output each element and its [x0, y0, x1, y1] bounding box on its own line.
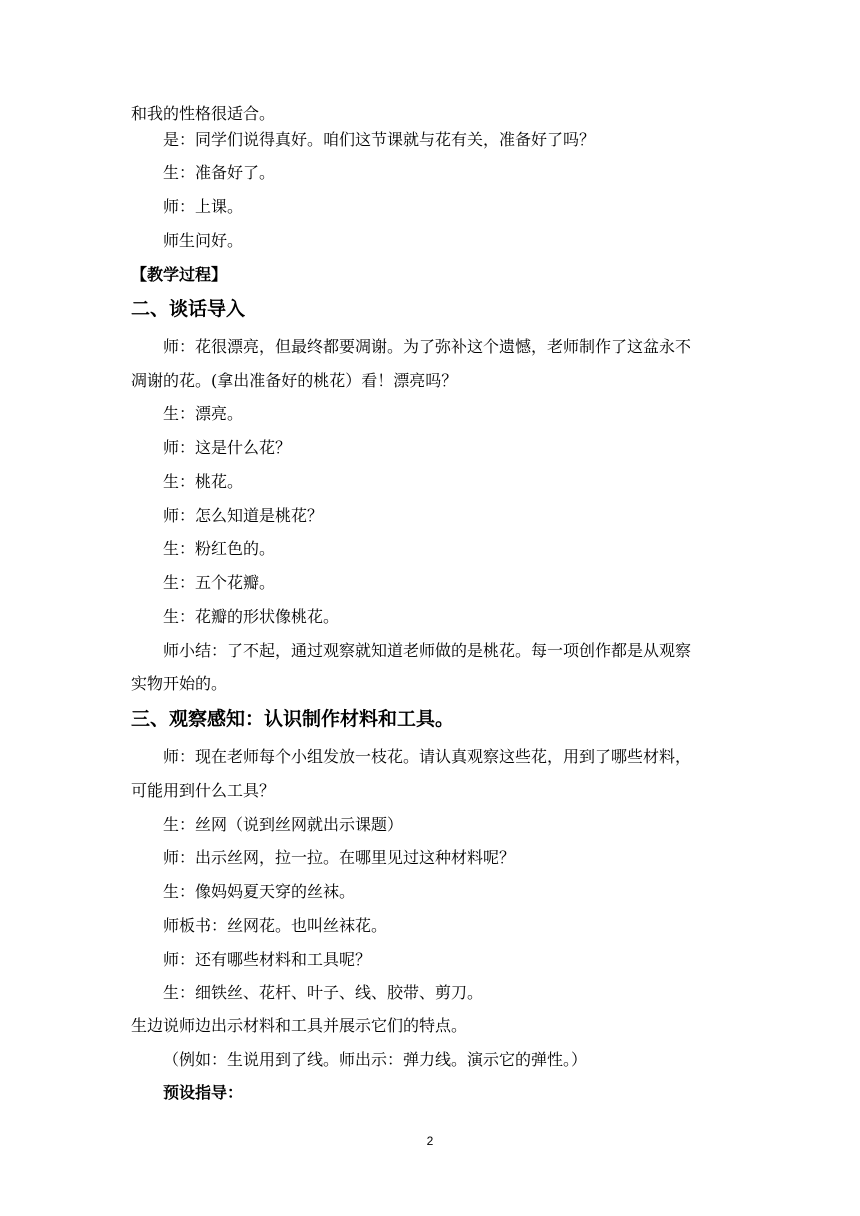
- text-line: 是：同学们说得真好。咱们这节课就与花有关，准备好了吗？: [163, 130, 596, 149]
- text-line: 师：现在老师每个小组发放一枝花。请认真观察这些花，用到了哪些材料，: [163, 747, 692, 766]
- text-line: 师：花很漂亮，但最终都要凋谢。为了弥补这个遗憾，老师制作了这盆永不: [163, 337, 692, 356]
- section-heading: 二、谈话导入: [131, 298, 246, 320]
- text-line: 生：准备好了。: [163, 163, 276, 182]
- text-line: 可能用到什么工具？: [131, 781, 276, 800]
- text-line: 师板书：丝网花。也叫丝袜花。: [163, 916, 388, 935]
- text-line: 师：出示丝网，拉一拉。在哪里见过这种材料呢？: [163, 848, 516, 867]
- text-line: （例如：生说用到了线。师出示：弹力线。演示它的弹性。）: [163, 1050, 588, 1069]
- text-line: 和我的性格很适合。: [131, 104, 276, 123]
- section-label: 【教学过程】: [131, 265, 228, 284]
- text-line: 预设指导：: [163, 1083, 244, 1102]
- text-line: 师：怎么知道是桃花？: [163, 506, 324, 525]
- page-number: 2: [426, 1134, 434, 1148]
- section-heading: 三、观察感知：认识制作材料和工具。: [131, 708, 455, 730]
- text-line: 生边说师边出示材料和工具并展示它们的特点。: [131, 1016, 468, 1035]
- text-line: 生：细铁丝、花杆、叶子、线、胶带、剪刀。: [163, 983, 484, 1002]
- text-line: 师：这是什么花？: [163, 438, 292, 457]
- text-line: 生：漂亮。: [163, 404, 244, 423]
- text-line: 实物开始的。: [131, 674, 228, 693]
- text-line: 凋谢的花。(拿出准备好的桃花）看！漂亮吗？: [131, 371, 458, 390]
- text-line: 师小结：了不起，通过观察就知道老师做的是桃花。每一项创作都是从观察: [163, 641, 692, 660]
- text-line: 师：还有哪些材料和工具呢？: [163, 950, 372, 969]
- text-line: 师：上课。: [163, 197, 244, 216]
- text-line: 生：粉红色的。: [163, 539, 276, 558]
- text-line: 生：花瓣的形状像桃花。: [163, 607, 340, 626]
- text-line: 生：桃花。: [163, 472, 244, 491]
- text-line: 生：像妈妈夏天穿的丝袜。: [163, 882, 356, 901]
- text-line: 师生问好。: [163, 231, 244, 250]
- text-line: 生：丝网（说到丝网就出示课题）: [163, 815, 404, 834]
- text-line: 生：五个花瓣。: [163, 573, 276, 592]
